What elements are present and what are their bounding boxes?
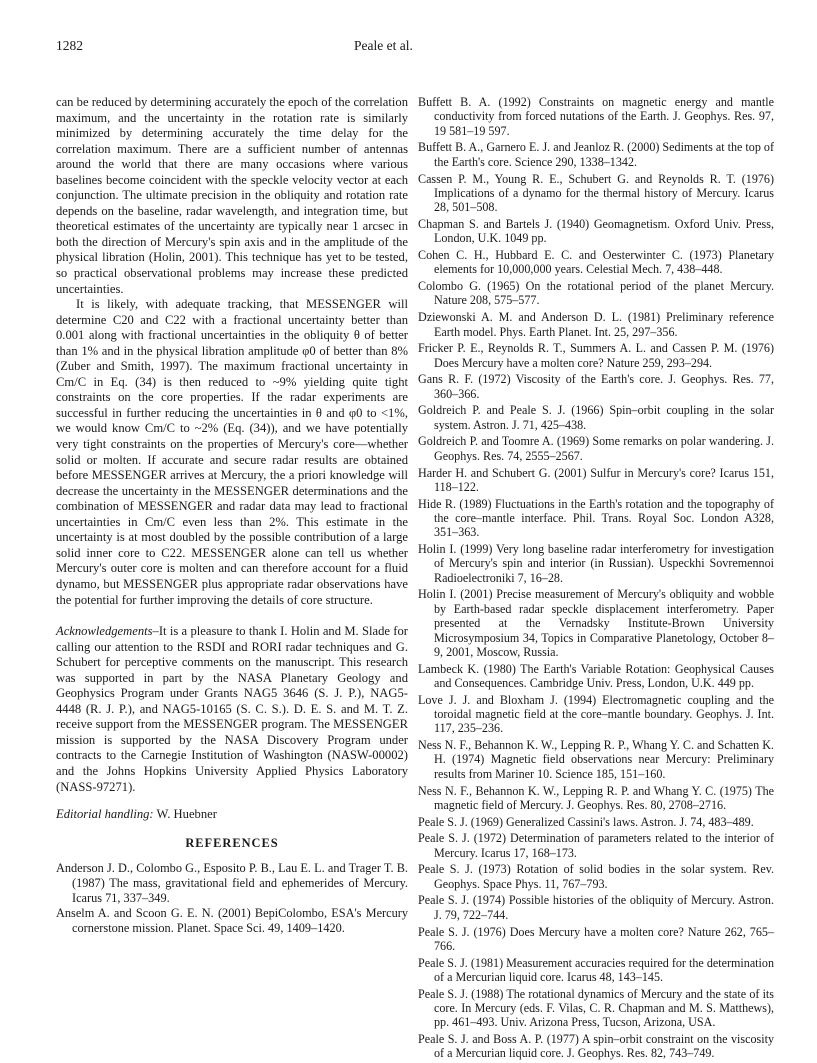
reference-item: Goldreich P. and Peale S. J. (1966) Spin–orbit coupling in the solar system. Astron. J. 71, 425–438. — [418, 403, 774, 432]
right-column — [418, 95, 774, 1063]
reference-item: Anderson J. D., Colombo G., Esposito P. B., Lau E. L. and Trager T. B. (1987) The mass, gravitational field and ephemerides of Mercury. Icarus 71, 337–349. — [56, 861, 408, 906]
reference-item: Gans R. F. (1972) Viscosity of the Earth's core. J. Geophys. Res. 77, 360–366. — [418, 372, 774, 401]
acknowledgements-label: Acknowledgements — [56, 624, 153, 639]
reference-item: Dziewonski A. M. and Anderson D. L. (1981) Preliminary reference Earth model. Phys. Earth Planet. Int. 25, 297–356. — [418, 310, 774, 339]
reference-item: Holin I. (1999) Very long baseline radar interferometry for investigation of Mercury's spin and interior (in Russian). Uspeckhi Sovremennoi Radioelectroniki 7, 16–28. — [418, 542, 774, 585]
reference-item: Peale S. J. (1972) Determination of parameters related to the interior of Mercury. Icarus 17, 168–173. — [418, 831, 774, 860]
reference-item: Lambeck K. (1980) The Earth's Variable Rotation: Geophysical Causes and Consequences. Cambridge Univ. Press, London, U.K. 449 pp. — [418, 661, 774, 690]
reference-item: Ness N. F., Behannon K. W., Lepping R. P. and Whang Y. C. (1975) The magnetic field of Mercury. J. Geophys. Res. 80, 2708–2716. — [418, 783, 774, 812]
reference-item: Peale S. J. and Boss A. P. (1977) A spin–orbit constraint on the viscosity of a Mercurian liquid core. J. Geophys. Res. 82, 743–749. — [418, 1032, 774, 1061]
acknowledgements-text: –It is a pleasure to thank I. Holin and M. Slade for calling our attention to the RSDI and RORI radar techniques and G. Schubert for perceptive comments on the manuscript. This research was supported in part by the NASA Planetary Geology and Geophysics Program under Grants NAG5 3646 (S. J. P.), NAG5-4448 (R. J. P.), and NAG5-10165 (S. C. S.). D. E. S. and M. T. Z. receive support from the MESSENGER program. The MESSENGER mission is supported by the NASA Discovery Program under contracts to the Carnegie Institution of Washington (NASW-00002) and the Johns Hopkins University Applied Physics Laboratory (NASS-97271). — [56, 624, 408, 794]
body-paragraph-1: can be reduced by determining accurately the epoch of the correlation maximum, and the uncertainty in the rotation rate is similarly minimized by determining accurately the time delay for the correlation maximum. There are a sufficient number of antennas around the world that there are many occasions where various baselines become coincident with the speckle velocity vector at each conjunction. The ultimate precision in the obliquity and rotation rate depends on the baseline, radar wavelength, and integration time, but theoretical estimates of the uncertainty are typically near 1 arcsec in both the direction of Mercury's spin axis and in the amplitude of the physical libration (Holin, 2001). This technique has yet to be tested, so practical observational problems may increase these predicted uncertainties. — [56, 95, 408, 296]
references-heading: REFERENCES — [185, 835, 279, 850]
references-left-list — [56, 861, 408, 936]
reference-item: Chapman S. and Bartels J. (1940) Geomagnetism. Oxford Univ. Press, London, U.K. 1049 pp. — [418, 216, 774, 246]
reference-item: Peale S. J. (1981) Measurement accuracies required for the determination of a Mercurian liquid core. Icarus 48, 143–145. — [418, 955, 774, 984]
reference-item: Colombo G. (1965) On the rotational period of the planet Mercury. Nature 208, 575–577. — [418, 279, 774, 308]
running-head: Peale et al. — [354, 38, 413, 53]
reference-item: Peale S. J. (1988) The rotational dynamics of Mercury and the state of its core. In Mercury (eds. F. Vilas, C. R. Chapman and M. S. Matthews), pp. 461–493. Univ. Arizona Press, Tucson, Arizona, USA. — [418, 986, 774, 1030]
reference-item: Peale S. J. (1976) Does Mercury have a molten core? Nature 262, 765–766. — [418, 924, 774, 953]
reference-item: Cohen C. H., Hubbard E. C. and Oesterwinter C. (1973) Planetary elements for 10,000,000 years. Celestial Mech. 7, 438–448. — [418, 248, 774, 277]
reference-item: Peale S. J. (1973) Rotation of solid bodies in the solar system. Rev. Geophys. Space Phys. 11, 767–793. — [418, 862, 774, 891]
reference-item: Ness N. F., Behannon K. W., Lepping R. P., Whang Y. C. and Schatten K. H. (1974) Magnetic field observations near Mercury: Preliminary results from Mariner 10. Science 185, 151–160. — [418, 738, 774, 781]
page-number: 1282 — [56, 38, 83, 53]
editorial-handling — [56, 807, 408, 823]
left-column — [56, 95, 408, 936]
reference-item: Peale S. J. (1969) Generalized Cassini's laws. Astron. J. 74, 483–489. — [418, 814, 754, 829]
reference-item: Buffett B. A. (1992) Constraints on magnetic energy and mantle conductivity from forced nutations of the Earth. J. Geophys. Res. 97, 19 581–19 597. — [418, 95, 774, 138]
editorial-name: W. Huebner — [156, 807, 217, 822]
reference-item: Peale S. J. (1974) Possible histories of the obliquity of Mercury. Astron. J. 79, 722–744. — [418, 893, 774, 922]
reference-item: Hide R. (1989) Fluctuations in the Earth's rotation and the topography of the core–mantle interface. Phil. Trans. Royal Soc. London A328, 351–363. — [418, 496, 774, 540]
acknowledgements — [56, 624, 408, 795]
reference-item: Fricker P. E., Reynolds R. T., Summers A. L. and Cassen P. M. (1976) Does Mercury have a molten core? Nature 259, 293–294. — [418, 341, 774, 370]
reference-item: Goldreich P. and Toomre A. (1969) Some remarks on polar wandering. J. Geophys. Res. 74, 2555–2567. — [418, 434, 774, 463]
editorial-label: Editorial handling: — [56, 807, 154, 822]
reference-item: Anselm A. and Scoon G. E. N. (2001) BepiColombo, ESA's Mercury cornerstone mission. Planet. Space Sci. 49, 1409–1420. — [56, 906, 408, 936]
reference-item: Harder H. and Schubert G. (2001) Sulfur in Mercury's core? Icarus 151, 118–122. — [418, 465, 774, 494]
body-paragraph-2: It is likely, with adequate tracking, that MESSENGER will determine C20 and C22 with a fractional uncertainty better than 0.001 along with fractional uncertainties in the obliquity θ of better than 1% and in the physical libration amplitude φ0 of better than 8% (Zuber and Smith, 1997). The maximum fractional uncertainty in Cm/C in Eq. (34) is then reduced to ~9% yielding quite tight constraints on the core properties. If the radar experiments are successful in further reducing the uncertainties in θ and φ0 to <1%, we would know Cm/C to ~2% (Eq. (34)), and we have potentially very tight constraints on the properties of Mercury's core—whether solid or molten. If accurate and secure radar results are obtained before MESSENGER arrives at Mercury, the a priori knowledge will decrease the uncertainty in the MESSENGER determinations and the combination of MESSENGER and radar data may lead to fractional uncertainties in Cm/C even less than 2%. This estimate in the uncertainty is at most doubled by the possible contribution of a large solid inner core to C22. MESSENGER alone can tell us whether Mercury's outer core is molten and can therefore account for a fluid dynamo, but MESSENGER plus appropriate radar observations have the potential for further improving the details of core structure. — [56, 297, 408, 607]
reference-item: Holin I. (2001) Precise measurement of Mercury's obliquity and wobble by Earth-based radar speckle displacement interferometry. Paper presented at the Vernadsky Institute-Brown University Microsymposium 34, Topics in Comparative Planetology, October 8–9, 2001, Moscow, Russia. — [418, 587, 774, 659]
references-right-list — [418, 95, 774, 1061]
reference-item: Love J. J. and Bloxham J. (1994) Electromagnetic coupling and the toroidal magnetic field at the core–mantle boundary. Geophys. J. Int. 117, 235–236. — [418, 692, 774, 736]
reference-item: Cassen P. M., Young R. E., Schubert G. and Reynolds R. T. (1976) Implications of a dynamo for the thermal history of Mercury. Icarus 28, 501–508. — [418, 171, 774, 215]
reference-item: Buffett B. A., Garnero E. J. and Jeanloz R. (2000) Sediments at the top of the Earth's core. Science 290, 1338–1342. — [418, 140, 774, 169]
